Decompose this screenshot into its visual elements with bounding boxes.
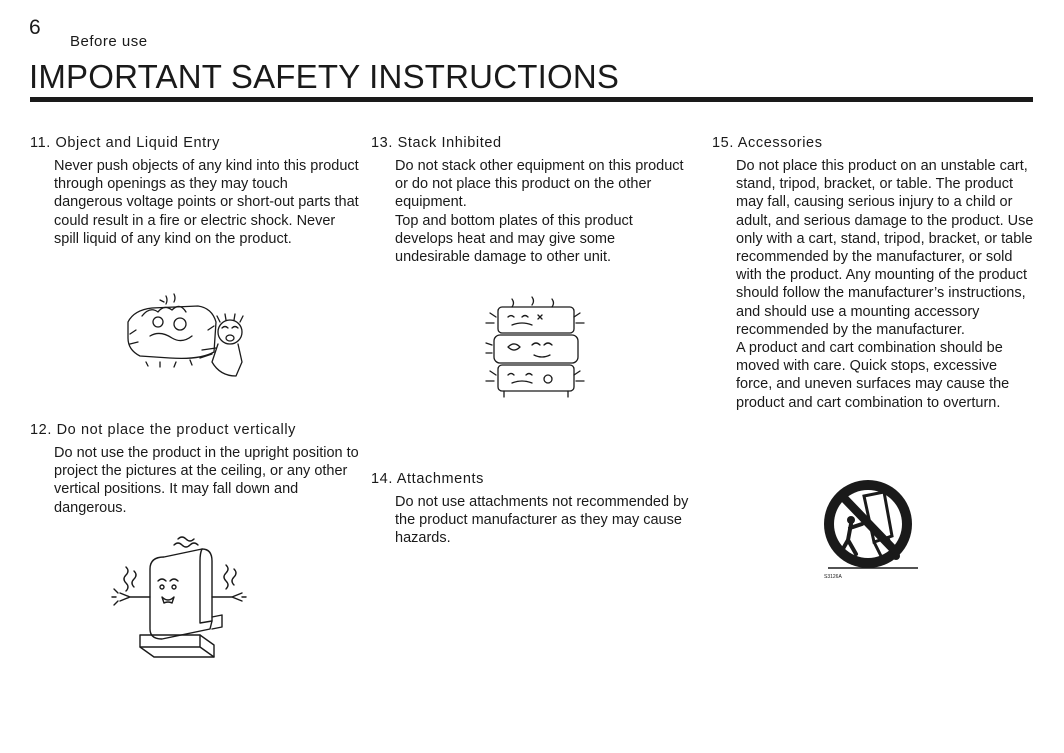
stacked-equipment-illustration xyxy=(482,295,592,400)
item-heading: 11. Object and Liquid Entry xyxy=(30,135,221,151)
item-body xyxy=(395,157,691,266)
section-label: Before use xyxy=(70,33,148,50)
item-paragraph: A product and cart combination should be moved with care. Quick stops, excessive force, and uneven surfaces may cause the product and cart combination to overturn. xyxy=(736,340,1010,411)
item-body xyxy=(54,157,360,248)
item-heading: 14. Attachments xyxy=(371,471,484,487)
item-paragraph: Never push objects of any kind into this product through openings as they may touch dangerous voltage points or short-out parts that could result in a fire or electric shock. Never spill liquid of any kind on the product. xyxy=(54,158,359,247)
cart-warning-symbol xyxy=(818,474,928,584)
item-accessories xyxy=(712,134,1037,412)
item-paragraph: Top and bottom plates of this product develops heat and may give some undesirable damage to other unit. xyxy=(395,212,633,266)
item-heading: 15. Accessories xyxy=(712,135,823,151)
item-stack-inhibited xyxy=(371,134,691,266)
item-no-vertical-placement xyxy=(30,421,360,517)
item-body xyxy=(54,444,360,517)
page-title: IMPORTANT SAFETY INSTRUCTIONS xyxy=(29,58,620,95)
item-paragraph: Do not use attachments not recommended by the product manufacturer as they may cause hazards. xyxy=(395,494,689,547)
item-attachments xyxy=(371,470,691,548)
upright-projector-illustration xyxy=(104,535,249,670)
item-object-liquid-entry xyxy=(30,134,360,248)
item-paragraph: Do not stack other equipment on this product or do not place this product on the other equipment. xyxy=(395,158,684,211)
title-rule xyxy=(30,97,1033,102)
item-body xyxy=(736,157,1037,412)
item-body xyxy=(395,493,691,548)
cart-symbol-code: S3126A xyxy=(824,574,842,580)
page-number: 6 xyxy=(29,16,41,39)
item-heading: 13. Stack Inhibited xyxy=(371,135,502,151)
item-heading: 12. Do not place the product vertically xyxy=(30,422,297,438)
item-paragraph: Do not use the product in the upright position to project the pictures at the ceiling, or any other vertical positions. It may fall down and dangerous. xyxy=(54,445,359,516)
item-paragraph: Do not place this product on an unstable cart, stand, tripod, bracket, or table. The product may fall, causing serious injury to a child or adult, and serious damage to the product. Use only with a cart, stand, tripod, bracket, or table recommended by the manufacturer, or sold with the product. Any mounting of the product should follow the manufacturer’s instructions, and should use a mounting accessory recommended by the manufacturer. xyxy=(736,158,1034,338)
liquid-spill-illustration xyxy=(120,292,250,382)
